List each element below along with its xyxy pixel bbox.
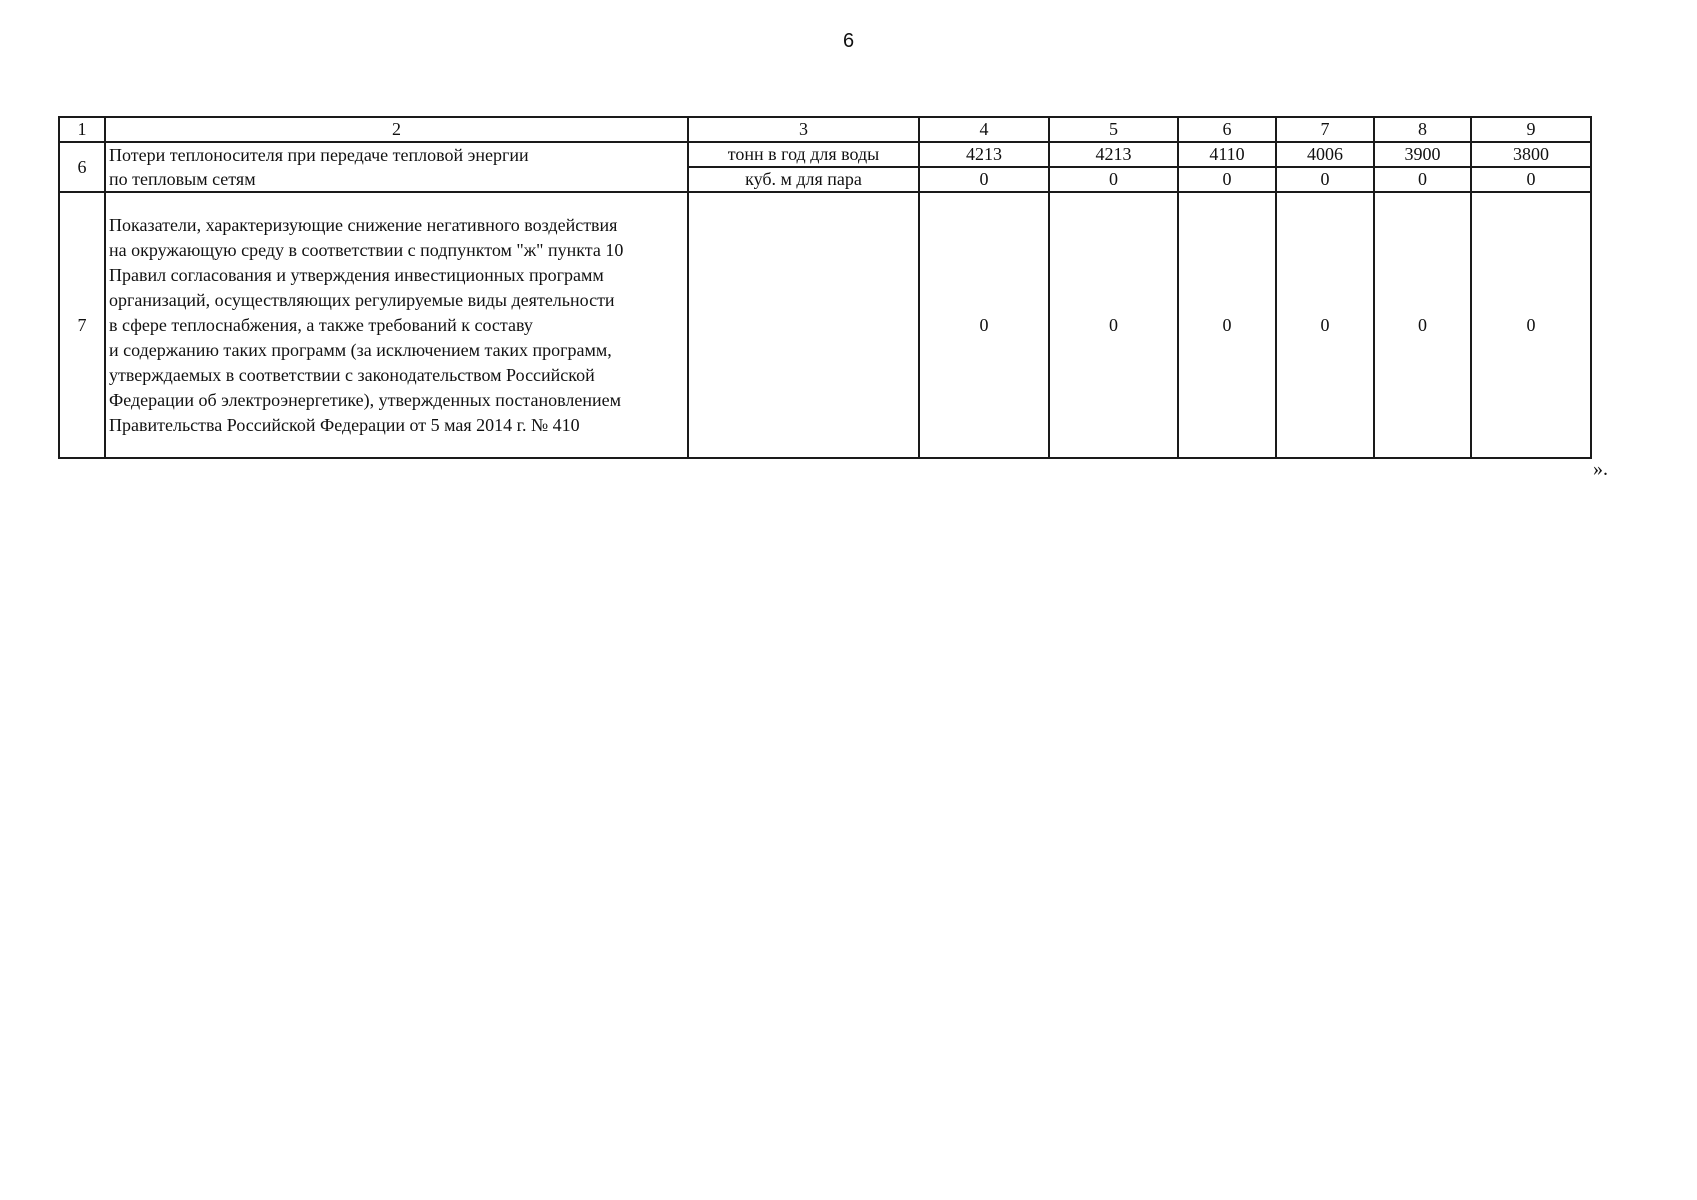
- value-cell: 0: [1374, 167, 1471, 192]
- indicator-name-line: организаций, осуществляющих регулируемые виды деятельности: [109, 289, 615, 310]
- table-row-7: [59, 192, 1591, 458]
- closing-quote-mark: ».: [1593, 458, 1608, 480]
- value-cell: 0: [1178, 167, 1276, 192]
- value-cell: 0: [1276, 192, 1374, 458]
- indicator-name-line: на окружающую среду в соответствии с подпунктом "ж" пункта 10: [109, 239, 624, 260]
- indicator-name-line: Правительства Российской Федерации от 5 мая 2014 г. № 410: [109, 414, 580, 435]
- value-cell: 0: [1374, 192, 1471, 458]
- table-row-6-water: [59, 142, 1591, 167]
- indicator-name-line: по тепловым сетям: [105, 167, 688, 192]
- unit-cell: [688, 192, 919, 458]
- value-cell: 3800: [1471, 142, 1591, 167]
- indicator-name-line: в сфере теплоснабжения, а также требований к составу: [109, 314, 533, 335]
- value-cell: 0: [919, 167, 1049, 192]
- header-cell-3: 3: [688, 117, 919, 142]
- header-cell-5: 5: [1049, 117, 1178, 142]
- indicators-table: [58, 116, 1592, 459]
- value-cell: 0: [1049, 192, 1178, 458]
- value-cell: 4110: [1178, 142, 1276, 167]
- value-cell: 0: [1471, 167, 1591, 192]
- indicator-name-line: и содержанию таких программ (за исключением таких программ,: [109, 339, 612, 360]
- indicator-name: [105, 192, 688, 458]
- row-number: 6: [59, 142, 105, 192]
- header-cell-8: 8: [1374, 117, 1471, 142]
- value-cell: 0: [1276, 167, 1374, 192]
- value-cell: 0: [1049, 167, 1178, 192]
- header-cell-4: 4: [919, 117, 1049, 142]
- header-cell-2: 2: [105, 117, 688, 142]
- indicator-name-line: Правил согласования и утверждения инвестиционных программ: [109, 264, 604, 285]
- value-cell: 4006: [1276, 142, 1374, 167]
- row-number: 7: [59, 192, 105, 458]
- indicator-name-line: утверждаемых в соответствии с законодательством Российской: [109, 364, 595, 385]
- header-cell-7: 7: [1276, 117, 1374, 142]
- header-row: [59, 117, 1591, 142]
- value-cell: 0: [1178, 192, 1276, 458]
- page-number: 6: [842, 30, 855, 52]
- unit-cell: куб. м для пара: [688, 167, 919, 192]
- value-cell: 0: [919, 192, 1049, 458]
- unit-cell: тонн в год для воды: [688, 142, 919, 167]
- indicator-name-line: Федерации об электроэнергетике), утвержденных постановлением: [109, 389, 621, 410]
- indicator-name-line: Показатели, характеризующие снижение негативного воздействия: [109, 214, 618, 235]
- header-cell-1: 1: [59, 117, 105, 142]
- header-cell-6: 6: [1178, 117, 1276, 142]
- value-cell: 0: [1471, 192, 1591, 458]
- value-cell: 4213: [919, 142, 1049, 167]
- value-cell: 4213: [1049, 142, 1178, 167]
- header-cell-9: 9: [1471, 117, 1591, 142]
- value-cell: 3900: [1374, 142, 1471, 167]
- indicator-name-line: Потери теплоносителя при передаче тепловой энергии: [105, 142, 688, 167]
- table-row-6-steam: [59, 167, 1591, 192]
